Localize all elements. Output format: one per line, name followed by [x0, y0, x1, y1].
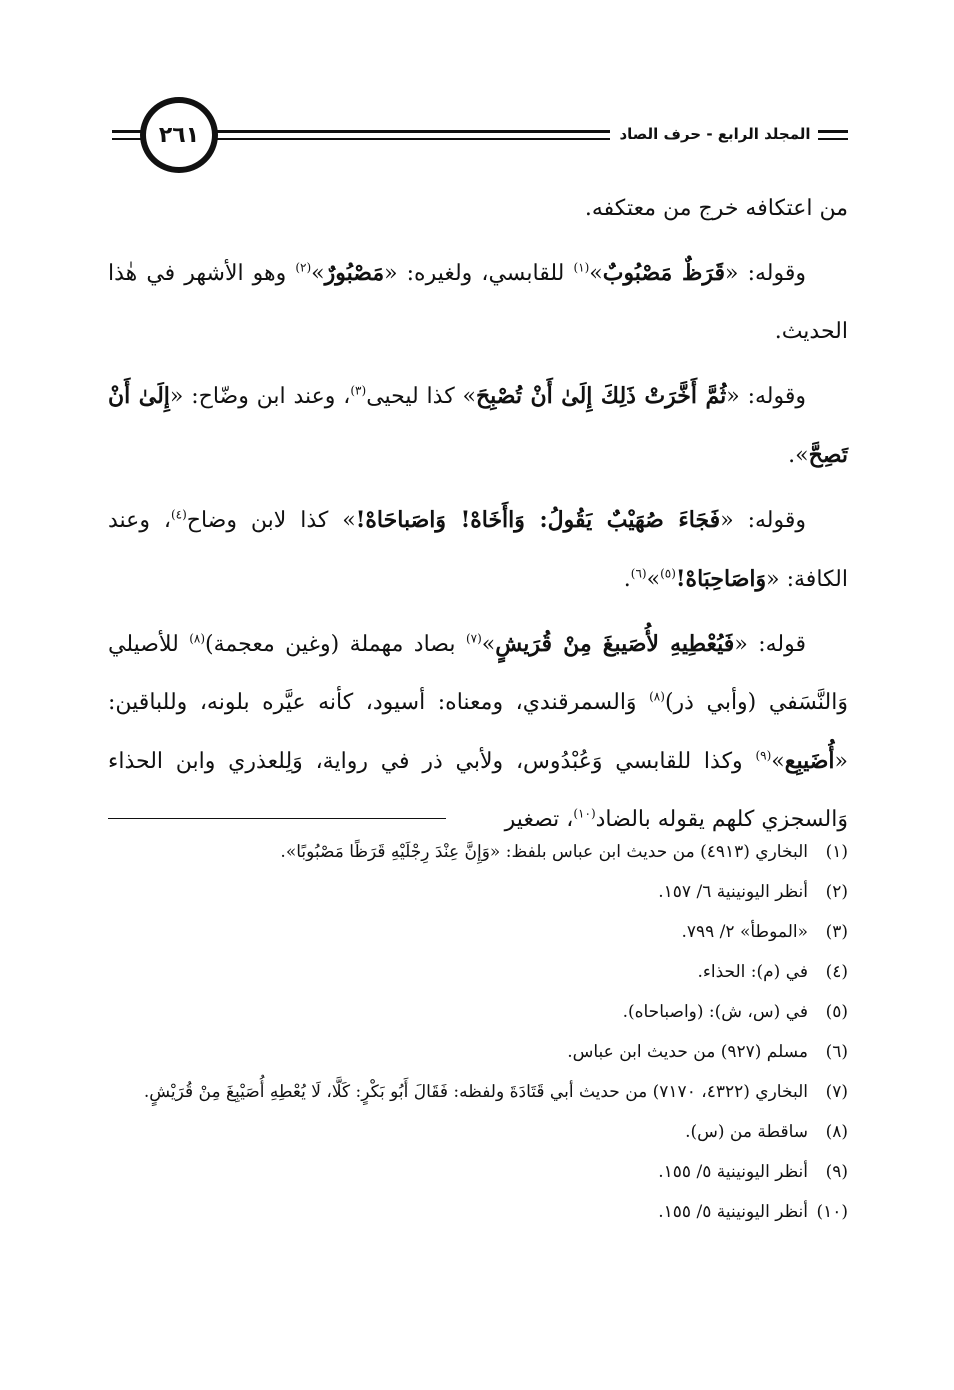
text: وَالسمرقندي، ومعناه: أسيود، كأنه عيَّره بلونه، وللباقين: « — [108, 690, 848, 774]
footnote-number: (٨) — [825, 1122, 848, 1142]
text: . — [623, 567, 631, 592]
text: » — [771, 749, 785, 774]
quoted-word: فَجَاءَ صُهَيْبٌ يَقُولُ: وَاأَخَاهْ! وَاصَباحَاهْ! — [355, 507, 721, 533]
footnote-text: أنظر اليونينية ٥/ ١٥٥. — [658, 1162, 808, 1182]
footnote-number: (٧) — [825, 1082, 848, 1102]
page-number-circle — [140, 97, 218, 173]
header-rule — [818, 138, 848, 140]
quoted-word: مَصْبُورٌ — [324, 260, 385, 286]
footnote — [108, 1192, 848, 1232]
footnote — [108, 1072, 848, 1112]
footnote-text: أنظر اليونينية ٦/ ١٥٧. — [658, 882, 808, 902]
header-rule — [212, 130, 610, 133]
footnote-ref: (١) — [573, 260, 590, 275]
footnote — [108, 832, 848, 872]
running-title: المجلد الرابع - حرف الصاد — [619, 125, 811, 143]
footnote-number: (١) — [825, 842, 848, 862]
footnote-text: في (س، ش): (واصباحاه). — [622, 1002, 808, 1022]
footnote-ref: (٨) — [649, 689, 665, 704]
footnote-number: (٩) — [825, 1162, 848, 1182]
text: قوله: « — [734, 632, 807, 657]
text: » كذا لابن وضاح — [186, 508, 356, 533]
footnote-ref: (٥) — [660, 566, 676, 581]
footnote-text: البخاري (٤٣٢٢، ٧١٧٠) من حديث أبي قَتَادَةَ ولفظه: فَقَالَ أَبُو بَكْرٍ: كَلَّا، لَا يُعْطِهِ أُصَيْبِغَ مِنْ قُرَيْشٍ. — [143, 1082, 808, 1102]
text: للقابسي، ولغيره: « — [384, 261, 574, 286]
text: » — [646, 567, 661, 592]
text: ». — [788, 443, 809, 468]
footnote-ref: (٩) — [755, 748, 772, 763]
footnote-separator — [108, 818, 446, 819]
text: » — [589, 261, 603, 286]
text: وقوله: « — [725, 261, 806, 286]
footnote — [108, 912, 848, 952]
footnote-text: في (م): الحذاء. — [697, 962, 808, 982]
quoted-word: أُضَيبِع — [784, 748, 835, 774]
footnote-ref: (٢) — [295, 260, 312, 275]
quoted-word: ثُمَّ أَخَّرَتْ ذَلِكَ إِلَىٰ أَنْ تُصْبِحَ — [475, 383, 727, 409]
quoted-word: وَاصَاحِبَاهْ! — [675, 566, 767, 592]
paragraph — [108, 367, 848, 485]
text: ، تصغير — [504, 807, 574, 832]
text: وقوله: « — [720, 508, 806, 533]
paragraph — [108, 180, 848, 238]
footnote-ref: (١٠) — [573, 806, 596, 821]
text: ، وعند ابن وضّاح: « — [169, 384, 351, 409]
footnote-ref: (٤) — [170, 507, 187, 522]
footnote-number: (١٠) — [816, 1202, 848, 1222]
footnote-number: (٤) — [825, 962, 848, 982]
paragraph — [108, 491, 848, 609]
footnote — [108, 1152, 848, 1192]
text: وقوله: « — [726, 384, 807, 409]
main-text — [108, 180, 848, 855]
page-number: ٢٦١ — [158, 122, 200, 148]
footnote-number: (٦) — [825, 1042, 848, 1062]
footnote-number: (٣) — [825, 922, 848, 942]
footnotes — [108, 832, 848, 1232]
header-rule — [212, 138, 610, 140]
quoted-word: قَرَظٌ مَصْبُوبٌ — [602, 260, 726, 286]
footnote — [108, 1112, 848, 1152]
footnote — [108, 992, 848, 1032]
footnote — [108, 872, 848, 912]
footnote — [108, 952, 848, 992]
footnote-number: (٢) — [825, 882, 848, 902]
footnote-text: أنظر اليونينية ٥/ ١٥٥. — [658, 1202, 808, 1222]
footnote-text: مسلم (٩٢٧) من حديث ابن عباس. — [567, 1042, 808, 1062]
footnote-ref: (٦) — [630, 566, 647, 581]
text: للأصيلي وَالنَّسَفي (وأبي ذر) — [108, 632, 848, 715]
footnote-text: ساقطة من (س). — [685, 1122, 808, 1142]
footnote — [108, 1032, 848, 1072]
text: » كذا ليحيى — [366, 384, 476, 409]
text: من اعتكافه خرج من معتكفه. — [584, 196, 848, 221]
text: » — [311, 261, 325, 286]
paragraph — [108, 244, 848, 361]
paragraph — [108, 615, 848, 849]
text: » — [481, 632, 496, 657]
text: وكذا للقابسي وَعُبْدُوس، ولأبي ذر في رواية، وَلِلعذري وابن الحذاء وَالسجزي كلهم يقوله بالضاد — [108, 749, 848, 832]
quoted-word: فَيُعْطِيهِ لأُصَيبغَ مِنْ قُرَيشٍ — [495, 631, 735, 657]
text: ، وعند الكافة: « — [108, 508, 848, 592]
footnote-ref: (٧) — [465, 631, 482, 646]
text: بصاد مهملة (وغين معجمة) — [205, 632, 466, 657]
text: وهو الأشهر في هٰذا الحديث. — [108, 261, 848, 344]
quoted-word: إِلَىٰ أَنْ تَصِحَّ — [108, 383, 848, 468]
footnote-ref: (٨) — [189, 631, 206, 646]
footnote-text: «الموطأ» ٢/ ٧٩٩. — [681, 922, 808, 942]
footnote-text: البخاري (٤٩١٣) من حديث ابن عباس بلفظ: «وَإِنَّ عِنْدَ رِجْلَيْهِ قَرَظًا مَصْبُوبًا». — [280, 842, 808, 862]
footnote-number: (٥) — [825, 1002, 848, 1022]
footnote-ref: (٣) — [350, 383, 367, 398]
header-rule — [818, 130, 848, 133]
